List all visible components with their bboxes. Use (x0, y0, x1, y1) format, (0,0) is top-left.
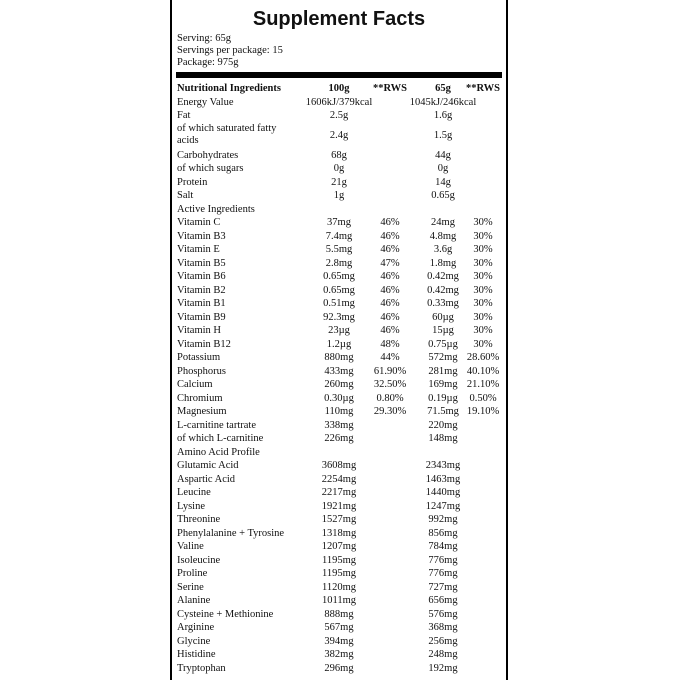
value-per-100g: 3608mg (321, 460, 357, 471)
value-per-100g: 880mg (324, 352, 354, 363)
header-rws-100g: **RWS (372, 83, 408, 94)
table-header-row (172, 82, 506, 96)
value-per-serving: 776mg (428, 568, 458, 579)
value-per-serving: 15µg (432, 325, 454, 336)
table-row (172, 176, 506, 190)
value-per-serving: 2343mg (425, 460, 461, 471)
value-per-100g: 1606kJ/379kcal (305, 96, 373, 108)
ingredient-name: L-carnitine tartrate (177, 419, 256, 431)
value-per-serving: 576mg (428, 608, 458, 620)
ingredient-name: of which L-carnitine (177, 433, 264, 444)
table-row (172, 351, 506, 365)
value-per-serving: 1440mg (425, 487, 461, 498)
value-per-serving: 1045kJ/246kcal (409, 96, 477, 108)
value-per-serving: 1.6g (433, 110, 453, 121)
table-row (172, 405, 506, 419)
rws-per-100g: 46% (380, 298, 400, 309)
ingredient-name: Vitamin B2 (177, 284, 226, 296)
rws-per-serving: 0.50% (469, 392, 497, 404)
value-per-serving: 192mg (428, 662, 458, 674)
ingredient-name: Carbohydrates (177, 149, 239, 161)
value-per-100g: 1921mg (321, 500, 357, 512)
ingredient-name: Vitamin B1 (177, 298, 226, 309)
table-row (172, 540, 506, 554)
value-per-100g: 0.65mg (323, 284, 355, 296)
value-per-serving: 727mg (428, 581, 458, 593)
header-per-serving: 65g (435, 83, 451, 94)
header-divider (176, 72, 502, 78)
ingredient-name: of which sugars (177, 163, 244, 174)
table-row (172, 270, 506, 284)
ingredient-name: Energy Value (177, 96, 234, 108)
value-per-serving: 776mg (428, 554, 458, 566)
rws-per-100g: 46% (380, 325, 400, 336)
rws-per-serving: 19.10% (466, 406, 500, 417)
rws-per-serving: 30% (473, 217, 493, 228)
value-per-serving: 3.6g (433, 244, 453, 255)
rws-per-100g: 48% (380, 338, 400, 350)
ingredient-name: Protein (177, 176, 208, 188)
ingredient-name: Serine (177, 581, 204, 593)
ingredient-name: Cysteine + Methionine (177, 608, 274, 620)
table-row (172, 662, 506, 676)
ingredient-name: Fat (177, 110, 191, 121)
table-row (172, 324, 506, 338)
table-row (172, 243, 506, 257)
value-per-100g: 1318mg (321, 527, 357, 539)
table-row (172, 513, 506, 527)
value-per-serving: 14g (435, 176, 451, 188)
table-row (172, 109, 506, 123)
table-row (172, 162, 506, 176)
table-row (172, 297, 506, 311)
table-row (172, 419, 506, 433)
table-body (172, 96, 506, 676)
value-per-100g: 92.3mg (323, 311, 355, 323)
value-per-serving: 248mg (428, 649, 458, 660)
value-per-serving: 0.19µg (428, 392, 458, 404)
value-per-serving: 784mg (428, 541, 458, 552)
value-per-100g: 394mg (324, 635, 354, 647)
value-per-100g: 296mg (324, 662, 354, 674)
ingredient-name: Histidine (177, 649, 216, 660)
value-per-100g: 1207mg (321, 541, 357, 552)
value-per-100g: 2254mg (321, 473, 357, 485)
value-per-100g: 23µg (328, 325, 350, 336)
value-per-100g: 0.51mg (323, 298, 355, 309)
rws-per-100g: 0.80% (376, 392, 404, 404)
rws-per-100g: 46% (380, 311, 400, 323)
ingredient-name: of which saturated fatty acids (177, 122, 277, 146)
table-row (172, 257, 506, 271)
value-per-100g: 2.4g (329, 129, 349, 141)
ingredient-name: Vitamin E (177, 244, 220, 255)
value-per-serving: 1.8mg (429, 257, 457, 269)
serving-size: Serving: 65g (177, 33, 231, 44)
rws-per-serving: 28.60% (466, 352, 500, 363)
table-row (172, 635, 506, 649)
ingredient-name: Phenylalanine + Tyrosine (177, 527, 285, 539)
value-per-100g: 2217mg (321, 487, 357, 498)
table-row (172, 338, 506, 352)
value-per-100g: 1195mg (321, 568, 357, 579)
value-per-serving: 148mg (428, 433, 458, 444)
nutrition-table (172, 82, 506, 675)
ingredient-name: Glycine (177, 635, 211, 647)
table-row (172, 432, 506, 446)
table-row (172, 96, 506, 110)
rws-per-100g: 29.30% (373, 406, 407, 417)
ingredient-name: Active Ingredients (177, 203, 255, 215)
ingredient-name: Chromium (177, 392, 223, 404)
value-per-100g: 1.2µg (326, 338, 352, 350)
value-per-100g: 1011mg (321, 595, 357, 606)
ingredient-name: Vitamin B12 (177, 338, 231, 350)
table-row (172, 554, 506, 568)
value-per-100g: 338mg (324, 419, 354, 431)
rws-per-100g: 46% (380, 217, 400, 228)
ingredient-name: Magnesium (177, 406, 227, 417)
ingredient-name: Potassium (177, 352, 221, 363)
value-per-100g: 37mg (327, 217, 351, 228)
value-per-serving: 4.8mg (429, 230, 457, 242)
rws-per-serving: 21.10% (466, 379, 500, 390)
ingredient-name: Vitamin B5 (177, 257, 226, 269)
table-row (172, 486, 506, 500)
value-per-serving: 220mg (428, 419, 458, 431)
ingredient-name: Proline (177, 568, 208, 579)
table-row (172, 473, 506, 487)
table-row (172, 446, 506, 460)
value-per-serving: 656mg (428, 595, 458, 606)
table-row (172, 216, 506, 230)
rws-per-100g: 61.90% (373, 365, 407, 377)
rws-per-serving: 30% (473, 311, 493, 323)
header-ingredients: Nutritional Ingredients (177, 83, 281, 94)
table-row (172, 378, 506, 392)
ingredient-name: Vitamin B9 (177, 311, 226, 323)
value-per-100g: 2.5g (329, 110, 349, 121)
value-per-serving: 0.42mg (427, 271, 459, 282)
table-row (172, 189, 506, 203)
table-row (172, 123, 506, 149)
rws-per-serving: 30% (473, 257, 493, 269)
value-per-serving: 856mg (428, 527, 458, 539)
table-row (172, 284, 506, 298)
table-row (172, 230, 506, 244)
header-rws-serving: **RWS (465, 83, 501, 94)
value-per-serving: 281mg (428, 365, 458, 377)
table-row (172, 608, 506, 622)
rws-per-serving: 30% (473, 271, 493, 282)
rws-per-100g: 46% (380, 244, 400, 255)
rws-per-serving: 30% (473, 325, 493, 336)
value-per-100g: 260mg (324, 379, 354, 390)
value-per-serving: 0.33mg (427, 298, 459, 309)
value-per-serving: 44g (435, 149, 451, 161)
value-per-serving: 0.42mg (427, 284, 459, 296)
table-row (172, 581, 506, 595)
rws-per-serving: 40.10% (466, 365, 500, 377)
value-per-100g: 433mg (324, 365, 354, 377)
rws-per-serving: 30% (473, 338, 493, 350)
value-per-serving: 992mg (428, 514, 458, 525)
table-row (172, 527, 506, 541)
value-per-serving: 169mg (428, 379, 458, 390)
value-per-serving: 60µg (432, 311, 454, 323)
value-per-serving: 24mg (431, 217, 455, 228)
value-per-100g: 5.5mg (325, 244, 353, 255)
table-row (172, 459, 506, 473)
value-per-serving: 0g (437, 163, 449, 174)
supplement-facts-panel (170, 0, 508, 680)
rws-per-100g: 46% (380, 230, 400, 242)
value-per-100g: 110mg (324, 406, 354, 417)
rws-per-100g: 32.50% (373, 379, 407, 390)
ingredient-name: Lysine (177, 500, 205, 512)
value-per-100g: 68g (331, 149, 347, 161)
value-per-serving: 1.5g (433, 129, 453, 141)
value-per-100g: 1527mg (321, 514, 357, 525)
panel-title: Supplement Facts (252, 8, 426, 30)
rws-per-100g: 46% (380, 284, 400, 296)
ingredient-name: Alanine (177, 595, 211, 606)
rws-per-serving: 30% (473, 284, 493, 296)
rws-per-serving: 30% (473, 230, 493, 242)
value-per-100g: 0.30µg (324, 392, 354, 404)
value-per-100g: 0g (333, 163, 345, 174)
value-per-100g: 7.4mg (325, 230, 353, 242)
ingredient-name: Glutamic Acid (177, 460, 239, 471)
table-row (172, 648, 506, 662)
ingredient-name: Vitamin H (177, 325, 221, 336)
header-per-100g: 100g (328, 83, 350, 94)
ingredient-name: Aspartic Acid (177, 473, 236, 485)
ingredient-name: Threonine (177, 514, 221, 525)
value-per-serving: 368mg (428, 622, 458, 633)
table-row (172, 567, 506, 581)
value-per-serving: 0.65g (431, 190, 455, 201)
ingredient-name: Salt (177, 190, 194, 201)
value-per-100g: 1g (333, 190, 345, 201)
table-row (172, 203, 506, 217)
value-per-100g: 888mg (324, 608, 354, 620)
ingredient-name: Isoleucine (177, 554, 221, 566)
ingredient-name: Leucine (177, 487, 211, 498)
rws-per-100g: 47% (380, 257, 400, 269)
table-row (172, 392, 506, 406)
package-size: Package: 975g (177, 57, 239, 68)
value-per-100g: 382mg (324, 649, 354, 660)
ingredient-name: Phosphorus (177, 365, 227, 377)
value-per-100g: 1195mg (321, 554, 357, 566)
value-per-100g: 1120mg (321, 581, 357, 593)
ingredient-name: Amino Acid Profile (177, 446, 260, 458)
ingredient-name: Tryptophan (177, 662, 226, 674)
value-per-100g: 226mg (324, 433, 354, 444)
value-per-serving: 572mg (428, 352, 458, 363)
ingredient-name: Arginine (177, 622, 215, 633)
value-per-serving: 0.75µg (428, 338, 458, 350)
rws-per-100g: 44% (380, 352, 400, 363)
value-per-100g: 21g (331, 176, 347, 188)
table-row (172, 365, 506, 379)
table-row (172, 500, 506, 514)
value-per-serving: 1247mg (425, 500, 461, 512)
value-per-serving: 71.5mg (427, 406, 459, 417)
value-per-serving: 256mg (428, 635, 458, 647)
ingredient-name: Valine (177, 541, 204, 552)
table-row (172, 594, 506, 608)
servings-per-package: Servings per package: 15 (177, 45, 283, 56)
table-row (172, 621, 506, 635)
ingredient-name: Vitamin B3 (177, 230, 226, 242)
value-per-100g: 567mg (324, 622, 354, 633)
ingredient-name: Vitamin B6 (177, 271, 226, 282)
table-row (172, 149, 506, 163)
rws-per-100g: 46% (380, 271, 400, 282)
value-per-100g: 0.65mg (323, 271, 355, 282)
rws-per-serving: 30% (473, 298, 493, 309)
rws-per-serving: 30% (473, 244, 493, 255)
value-per-100g: 2.8mg (325, 257, 353, 269)
value-per-serving: 1463mg (425, 473, 461, 485)
ingredient-name: Vitamin C (177, 217, 221, 228)
table-row (172, 311, 506, 325)
ingredient-name: Calcium (177, 379, 213, 390)
